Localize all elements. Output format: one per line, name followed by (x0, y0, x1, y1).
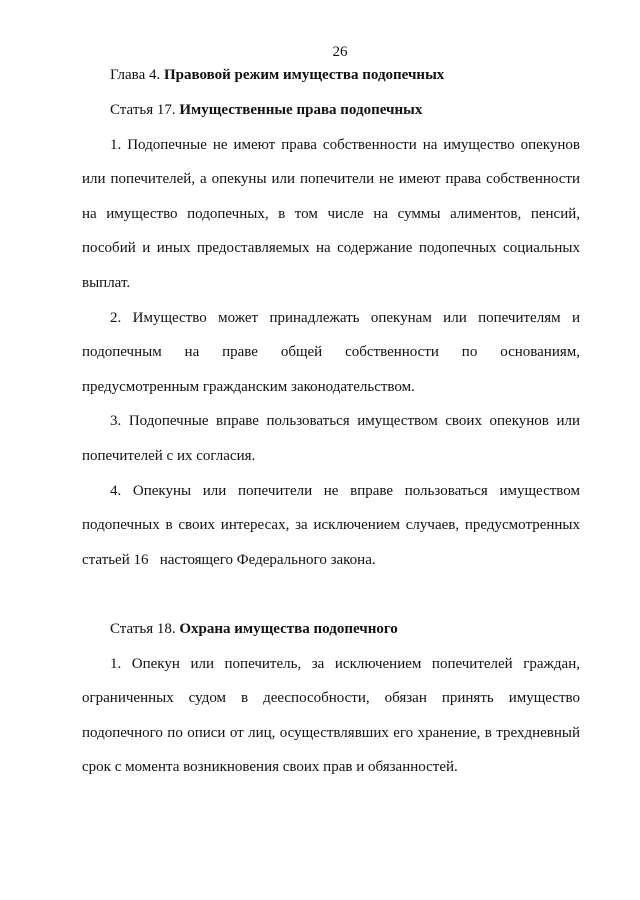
text-line: 1. Опекун или попечитель, за исключением попечителей граждан, (110, 656, 580, 672)
text-line: или попечителей, а опекуны или попечители не имеют права собственности (82, 171, 580, 187)
text-line: 2. Имущество может принадлежать опекунам или попечителям и (110, 310, 580, 326)
text-line: срок с момента возникновения своих прав и обязанностей. (82, 759, 458, 775)
chapter-title: Правовой режим имущества подопечных (163, 67, 445, 83)
text-line: выплат. (82, 275, 131, 291)
article-18-prefix: Статья 18. (110, 621, 176, 637)
text-line: ограниченных судом в дееспособности, обязан принять имущество (82, 690, 580, 706)
text-line: на имущество подопечных, в том числе на суммы алиментов, пенсий, (82, 206, 580, 222)
text-line: статьей 16 настоящего Федерального закона. (82, 552, 376, 568)
text-line: 4. Опекуны или попечители не вправе пользоваться имуществом (110, 483, 580, 499)
chapter-prefix: Глава 4. (110, 67, 161, 83)
text-line: 3. Подопечные вправе пользоваться имуществом своих опекунов или (110, 413, 580, 429)
article-17-prefix: Статья 17. (110, 102, 176, 118)
text-line: подопечных в своих интересах, за исключением случаев, предусмотренных (82, 517, 580, 533)
text-line: попечителей с их согласия. (82, 448, 256, 464)
article-17-heading (110, 102, 422, 119)
chapter-heading (110, 67, 444, 84)
article-17-title: Имущественные права подопечных (179, 102, 423, 118)
article-18-heading (110, 621, 398, 638)
page-number: 26 (332, 44, 348, 60)
text-line: предусмотренным гражданским законодательством. (82, 379, 415, 395)
article-18-title: Охрана имущества подопечного (179, 621, 398, 637)
text-line: подопечным на праве общей собственности по основаниям, (82, 344, 580, 360)
text-line: 1. Подопечные не имеют права собственности на имущество опекунов (110, 137, 580, 153)
text-line: подопечного по описи от лиц, осуществлявших его хранение, в трехдневный (82, 725, 580, 741)
text-line: пособий и иных предоставляемых на содержание подопечных социальных (82, 240, 580, 256)
